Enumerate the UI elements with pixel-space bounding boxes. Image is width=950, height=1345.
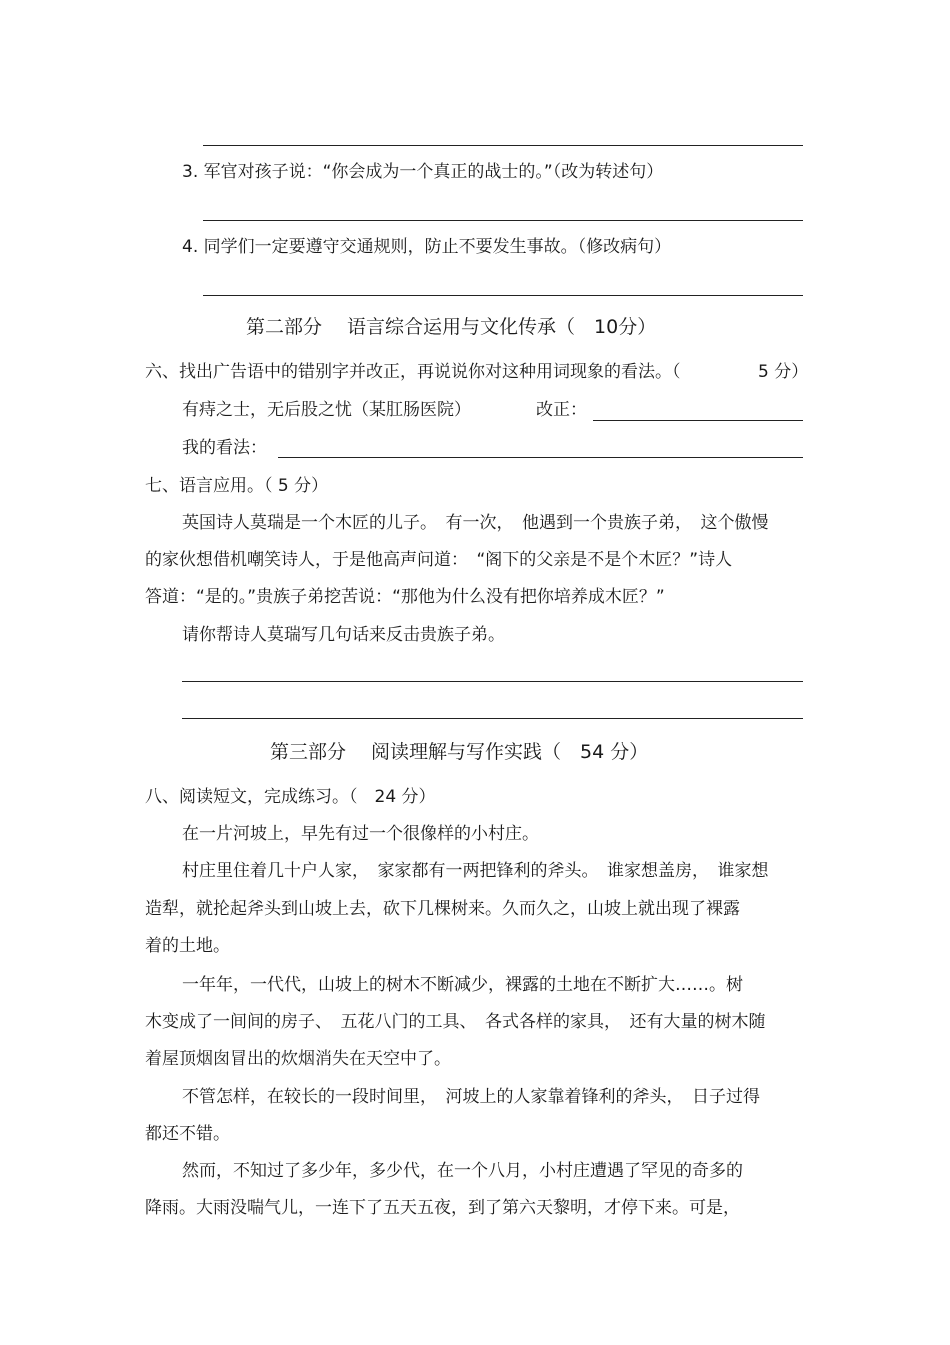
passage-line: 造犁，就抡起斧头到山坡上去，砍下几棵树来。久而久之，山坡上就出现了裸露 [145, 899, 740, 919]
question-4: 4. 同学们一定要遵守交通规则，防止不要发生事故。（修改病句） [182, 237, 672, 257]
answer-line-q4[interactable] [203, 295, 803, 296]
question-6-title: 六、找出广告语中的错别字并改正，再说说你对这种用词现象的看法。（ [145, 362, 681, 382]
q7-answer-line[interactable] [182, 718, 803, 719]
answer-line-q3[interactable] [203, 220, 803, 221]
part-2-heading: 第二部分 语言综合运用与文化传承（ 10分） [246, 316, 657, 338]
question-7-title: 七、语言应用。（ 5 分） [145, 476, 329, 496]
opinion-label: 我的看法： [182, 438, 267, 458]
passage-line: 在一片河坡上，早先有过一个很像样的小村庄。 [182, 824, 539, 844]
correction-label: 改正： [536, 400, 587, 420]
passage-line: 木变成了一间间的房子、 五花八门的工具、 各式各样的家具， 还有大量的树木随 [145, 1012, 766, 1032]
passage-line: 然而，不知过了多少年，多少代，在一个八月，小村庄遭遇了罕见的奇多的 [182, 1161, 743, 1181]
part-3-heading: 第三部分 阅读理解与写作实践（ 54 分） [270, 741, 649, 763]
question-8-title: 八、阅读短文，完成练习。（ 24 分） [145, 787, 436, 807]
question-3: 3. 军官对孩子说：“你会成为一个真正的战士的。”（改为转述句） [182, 162, 664, 182]
q7-task: 请你帮诗人莫瑞写几句话来反击贵族子弟。 [182, 625, 505, 645]
ad-slogan: 有痔之士，无后股之忧（某肛肠医院） [182, 400, 471, 420]
q7-paragraph-line: 的家伙想借机嘲笑诗人，于是他高声问道： “阁下的父亲是不是个木匠？”诗人 [145, 550, 733, 570]
passage-line: 降雨。大雨没喘气儿，一连下了五天五夜，到了第六天黎明，才停下来。可是， [145, 1198, 740, 1218]
passage-line: 着的土地。 [145, 936, 230, 956]
q7-paragraph-line: 答道：“是的。”贵族子弟挖苦说：“那他为什么没有把你培养成木匠？” [145, 587, 665, 607]
passage-line: 一年年，一代代，山坡上的树木不断减少，裸露的土地在不断扩大……。树 [182, 975, 743, 995]
question-6-score: 5 分） [758, 362, 809, 382]
passage-line: 着屋顶烟囱冒出的炊烟消失在天空中了。 [145, 1049, 451, 1069]
passage-line: 不管怎样，在较长的一段时间里， 河坡上的人家靠着锋利的斧头， 日子过得 [182, 1087, 760, 1107]
q7-answer-line[interactable] [182, 681, 803, 682]
opinion-answer-line[interactable] [278, 457, 803, 458]
passage-line: 村庄里住着几十户人家， 家家都有一两把锋利的斧头。 谁家想盖房， 谁家想 [182, 861, 769, 881]
answer-line-q2[interactable] [203, 145, 803, 146]
correction-answer-line[interactable] [593, 420, 803, 421]
passage-line: 都还不错。 [145, 1124, 230, 1144]
q7-paragraph-line: 英国诗人莫瑞是一个木匠的儿子。 有一次， 他遇到一个贵族子弟， 这个傲慢 [182, 513, 769, 533]
